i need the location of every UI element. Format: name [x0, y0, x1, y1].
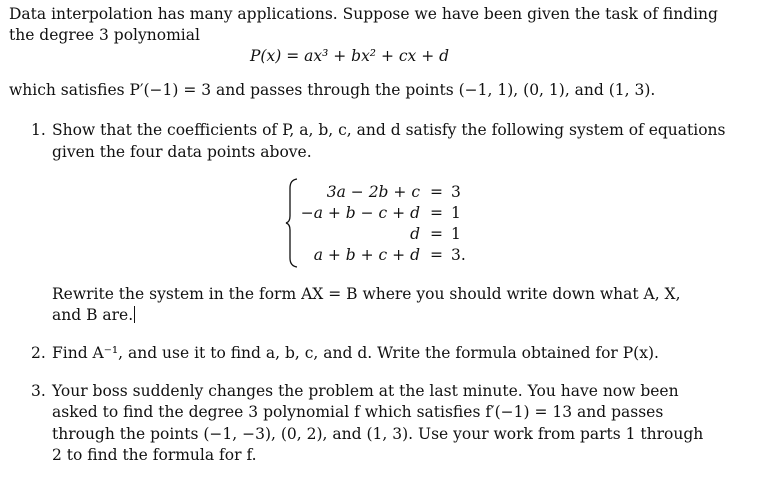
equation-lhs: d — [410, 225, 420, 243]
equation-equals: = — [430, 225, 443, 243]
equation-lhs: 3a − 2b + c — [326, 183, 420, 201]
item-3-line-4: 2 to find the formula for f. — [52, 446, 257, 464]
item-3-line-2: asked to find the degree 3 polynomial f which satisfies f′(−1) = 13 and passes — [52, 403, 664, 421]
equation-equals: = — [430, 183, 443, 201]
text-cursor — [134, 306, 135, 323]
rewrite-line-2-container[interactable] — [52, 305, 135, 326]
polynomial-formula: P(x) = ax³ + bx² + cx + d — [250, 47, 450, 65]
item-3-line-3: through the points (−1, −3), (0, 2), and (1, 3). Use your work from parts 1 through — [52, 425, 704, 443]
item-2-line-1: Find A⁻¹, and use it to find a, b, c, and d. Write the formula obtained for P(x). — [52, 344, 659, 362]
equation-rhs: 3 — [451, 183, 461, 201]
item-1-line-1: Show that the coefficients of P, a, b, c, and d satisfy the following system of equations — [52, 121, 726, 139]
item-3-line-1: Your boss suddenly changes the problem at the last minute. You have now been — [52, 382, 679, 400]
intro-line-2: the degree 3 polynomial — [9, 26, 200, 44]
item-2-number: 2. — [31, 344, 46, 362]
equation-lhs: a + b + c + d — [313, 246, 420, 264]
intro-line-1: Data interpolation has many applications. Suppose we have been given the task of finding — [9, 5, 718, 23]
equation-equals: = — [430, 246, 443, 264]
equation-lhs: −a + b − c + d — [300, 204, 420, 222]
item-1-line-2: given the four data points above. — [52, 143, 312, 161]
rewrite-line-1: Rewrite the system in the form AX = B where you should write down what A, X, — [52, 285, 681, 303]
rewrite-line-2: and B are. — [52, 306, 134, 324]
equation-rhs: 1 — [451, 204, 461, 222]
equation-rhs: 1 — [451, 225, 461, 243]
equation-equals: = — [430, 204, 443, 222]
equation-rhs: 3. — [451, 246, 466, 264]
item-1-number: 1. — [31, 121, 46, 139]
item-3-number: 3. — [31, 382, 46, 400]
equation-system — [285, 178, 485, 268]
condition-line: which satisfies P′(−1) = 3 and passes through the points (−1, 1), (0, 1), and (1, 3). — [9, 81, 656, 99]
